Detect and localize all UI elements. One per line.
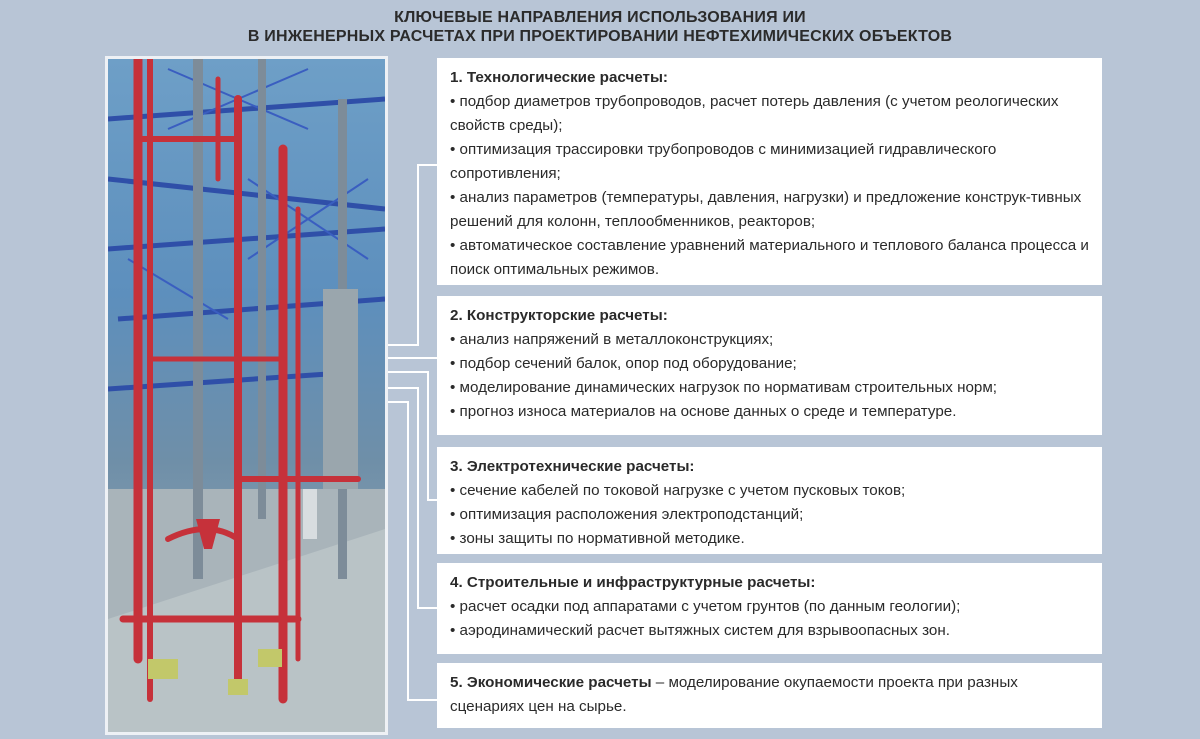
list-item: • анализ параметров (температуры, давления, нагрузки) и предложение конструк-тивных решений для колонн, теплообменников, реакторов; bbox=[450, 186, 1090, 234]
list-item: • моделирование динамических нагрузок по нормативам строительных норм; bbox=[450, 376, 1090, 400]
section-construction bbox=[437, 563, 1102, 654]
section-structural bbox=[437, 296, 1102, 435]
list-item: • зоны защиты по нормативной методике. bbox=[450, 527, 1090, 551]
list-item: • расчет осадки под аппаратами с учетом грунтов (по данным геологии); bbox=[450, 595, 1090, 619]
section-heading: 1. Технологические расчеты: bbox=[450, 69, 668, 86]
list-item: • оптимизация расположения электроподстанций; bbox=[450, 503, 1090, 527]
section-heading: 5. Экономические расчеты bbox=[450, 674, 652, 691]
list-item: • аэродинамический расчет вытяжных систем для взрывоопасных зон. bbox=[450, 619, 1090, 643]
title-line-1: КЛЮЧЕВЫЕ НАПРАВЛЕНИЯ ИСПОЛЬЗОВАНИЯ ИИ bbox=[394, 9, 806, 26]
section-heading: 2. Конструкторские расчеты: bbox=[450, 307, 668, 324]
list-item: • подбор диаметров трубопроводов, расчет потерь давления (с учетом реологических свойств среды); bbox=[450, 90, 1090, 138]
list-item: • автоматическое составление уравнений материального и теплового баланса процесса и поиск оптимальных режимов. bbox=[450, 234, 1090, 282]
list-item: • анализ напряжений в металлоконструкциях; bbox=[450, 328, 1090, 352]
section-heading: 4. Строительные и инфраструктурные расчеты: bbox=[450, 574, 816, 591]
section-economic bbox=[437, 663, 1102, 728]
list-item: • сечение кабелей по токовой нагрузке с учетом пусковых токов; bbox=[450, 479, 1090, 503]
section-technological bbox=[437, 58, 1102, 285]
section-text: – моделирование окупаемости проекта при разных сценариях цен на сырье. bbox=[450, 674, 1018, 715]
section-heading: 3. Электротехнические расчеты: bbox=[450, 458, 695, 475]
list-item: • подбор сечений балок, опор под оборудование; bbox=[450, 352, 1090, 376]
list-item: • оптимизация трассировки трубопроводов с минимизацией гидравлического сопротивления; bbox=[450, 138, 1090, 186]
title-line-2: В ИНЖЕНЕРНЫХ РАСЧЕТАХ ПРИ ПРОЕКТИРОВАНИИ НЕФТЕХИМИЧЕСКИХ ОБЪЕКТОВ bbox=[247, 28, 953, 45]
section-electrical bbox=[437, 447, 1102, 554]
list-item: • прогноз износа материалов на основе данных о среде и температуре. bbox=[450, 400, 1090, 424]
